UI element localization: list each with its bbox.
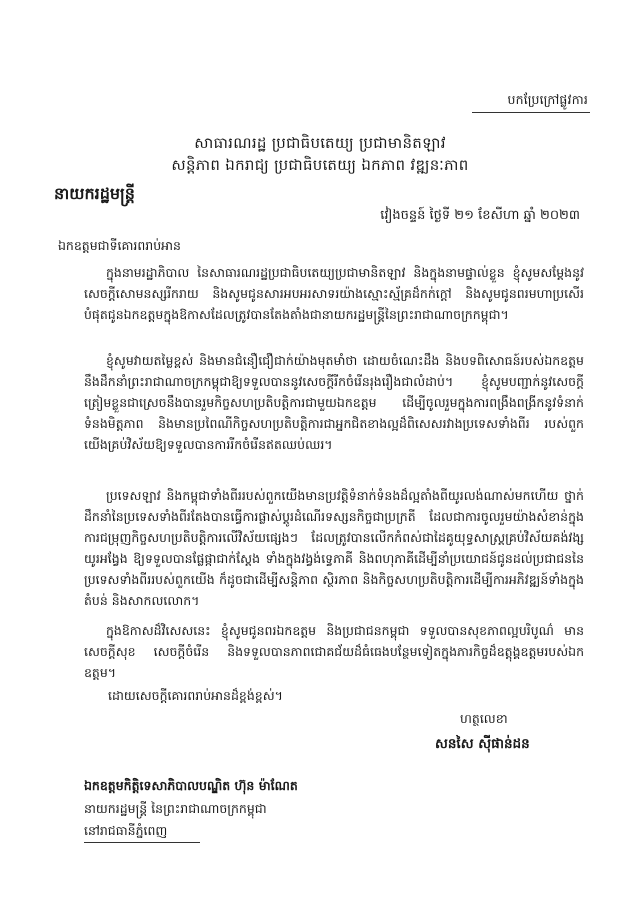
- sender-title: នាយករដ្ឋមន្ត្រី: [54, 184, 135, 203]
- body-paragraph: [84, 262, 584, 325]
- paragraph-text: ខ្ញុំសូមវាយតម្លៃខ្ពស់ និងមានជំនឿជឿជាក់យ៉ាងមុតមាំថា ដោយចំណេះដឹង និងបទពិសោធន៍របស់ឯកឧត្តម នឹងដឹកនាំព្រះរាជាណាចក្រកម្ពុជាឱ្យទទួលបាននូវសេចក្តីរីកចំរើនរុងរឿងជាលំដាប់។ ខ្ញុំសូមបញ្ជាក់នូវសេចក្ដីត្រៀមខ្លួនជាស្រេចនឹងបានរួមកិច្ចសហប្រតិបត្តិការជាមួយឯកឧត្តម ដើម្បីចូលរួមក្នុងការពង្រឹងពង្រីកនូវទំនាក់ទំនងមិត្តភាព និងមានប្រពៃណីកិច្ចសហប្រតិបត្តិការជាអ្នកជិតខាងល្អដ៏ពិសេសរវាងប្រទេសទាំងពីរ របស់ពួកយើងគ្រប់វិស័យឱ្យទទួលបានការរីកចំរើនឥតឈប់ឈរ។: [84, 353, 584, 452]
- country-name-line: សាធារណរដ្ឋ ប្រជាធិបតេយ្យ ប្រជាមានិតឡាវ: [194, 134, 446, 152]
- salutation: ឯកឧត្តមជាទីគោរពរាប់អាន: [58, 238, 181, 253]
- closing-line: ដោយសេចក្ដីគោរពរាប់អានដ៏ខ្ពង់ខ្ពស់។: [108, 688, 283, 703]
- addressee-title: នាយករដ្ឋមន្ត្រី នៃព្រះរាជាណាចក្រកម្ពុជា: [84, 801, 267, 816]
- national-motto-line: សន្តិភាព ឯករាជ្យ ប្រជាធិបតេយ្យ ឯកភាព វឌ្ឍនៈភាព: [171, 156, 469, 174]
- addressee-name: ឯកឧត្តមកិត្តិទេសាភិបាលបណ្ឌិត ហ៊ុន ម៉ាណែត: [84, 778, 298, 793]
- paragraph-text: ក្នុងនាមរដ្ឋាភិបាល នៃសាធារណរដ្ឋប្រជាធិបតេយ្យប្រជាមានិតឡាវ និងក្នុងនាមផ្ទាល់ខ្លួន ខ្ញុំសូមសម្ដែងនូវសេចក្ដីសោមនស្សរីករាយ និងសូមជូនសារអបអរសាទរយ៉ាងស្មោះស្ម័គ្រដ៏កក់ក្ដៅ និងសូមជូនពរមហាប្រសើរបំផុតជូនឯកឧត្តមក្នុងឱកាសដែលត្រូវបានតែងតាំងជានាយករដ្ឋមន្ត្រីនៃព្រះរាជាណាចក្រកម្ពុជា។: [84, 265, 584, 322]
- body-paragraph: [84, 620, 584, 683]
- signatory-name: សនសៃ ស៊ីផាន់ដន: [435, 736, 530, 752]
- letter-date: វៀងចន្ទន៍ ថ្ងៃទី ២១ ខែសីហា ឆ្នាំ ២០២៣: [380, 208, 580, 223]
- body-paragraph: [84, 350, 584, 455]
- paragraph-text: ក្នុងឱកាសដ៏វិសេសនេះ ខ្ញុំសូមជូនពរឯកឧត្តម និងប្រជាជនកម្ពុជា ទទួលបានសុខភាពល្អបរិបូណ៌ មានសេចក្តីសុខ សេចក្ដីចំរើន និងទទួលបានភាពជោគជ័យដ៏ធំធេងបន្ថែមទៀតក្នុងភារកិច្ចដ៏ឧត្តុង្គឧត្តមរបស់ឯកឧត្តម។: [84, 623, 584, 680]
- addressee-location-underline: [84, 842, 200, 843]
- body-paragraph: [84, 485, 584, 611]
- paragraph-text: ប្រទេសឡាវ និងកម្ពុជាទាំងពីររបស់ពួកយើងមានប្រវត្តិទំនាក់ទំនងដ៏ល្អតាំងពីយូរលង់ណាស់មកហើយ ថ្នាក់ដឹកនាំនៃប្រទេសទាំងពីរតែងបានធ្វើការផ្លាស់ប្ដូរដំណើរទស្សនកិច្ចជាប្រក្រតី ដែលជាការចូលរួមយ៉ាងសំខាន់ក្នុងការជម្រុញកិច្ចសហប្រតិបត្តិការលើវិស័យផ្សេងៗ ដែលត្រូវបានលើកកំពស់ជាដៃគូយុទ្ធសាស្ត្រគ្រប់វិស័យគង់វង្សយូរអង្វែង ឱ្យទទួលបានផ្លែផ្កាជាក់ស្ដែង ទាំងក្នុងវង្វង់ទ្វេភាគី និងពហុភាគីដើម្បីនាំប្រយោជន៍ជូនដល់ប្រជាជននៃប្រទេសទាំងពីររបស់ពួកយើង ក៏ដូចជាដើម្បីសន្តិភាព ស្ថិរភាព និងកិច្ចសហប្រតិបត្តិការដើម្បីការអភិវឌ្ឍន៍ទាំងក្នុងតំបន់ និងសាកលលោក។: [84, 488, 584, 608]
- translation-label-underline: [472, 112, 590, 113]
- unofficial-translation-label: បកប្រែក្រៅផ្លូវការ: [507, 92, 588, 107]
- addressee-location: នៅរាជធានីភ្នំពេញ: [84, 823, 168, 838]
- signature-label: ហត្ថលេខា: [460, 711, 508, 726]
